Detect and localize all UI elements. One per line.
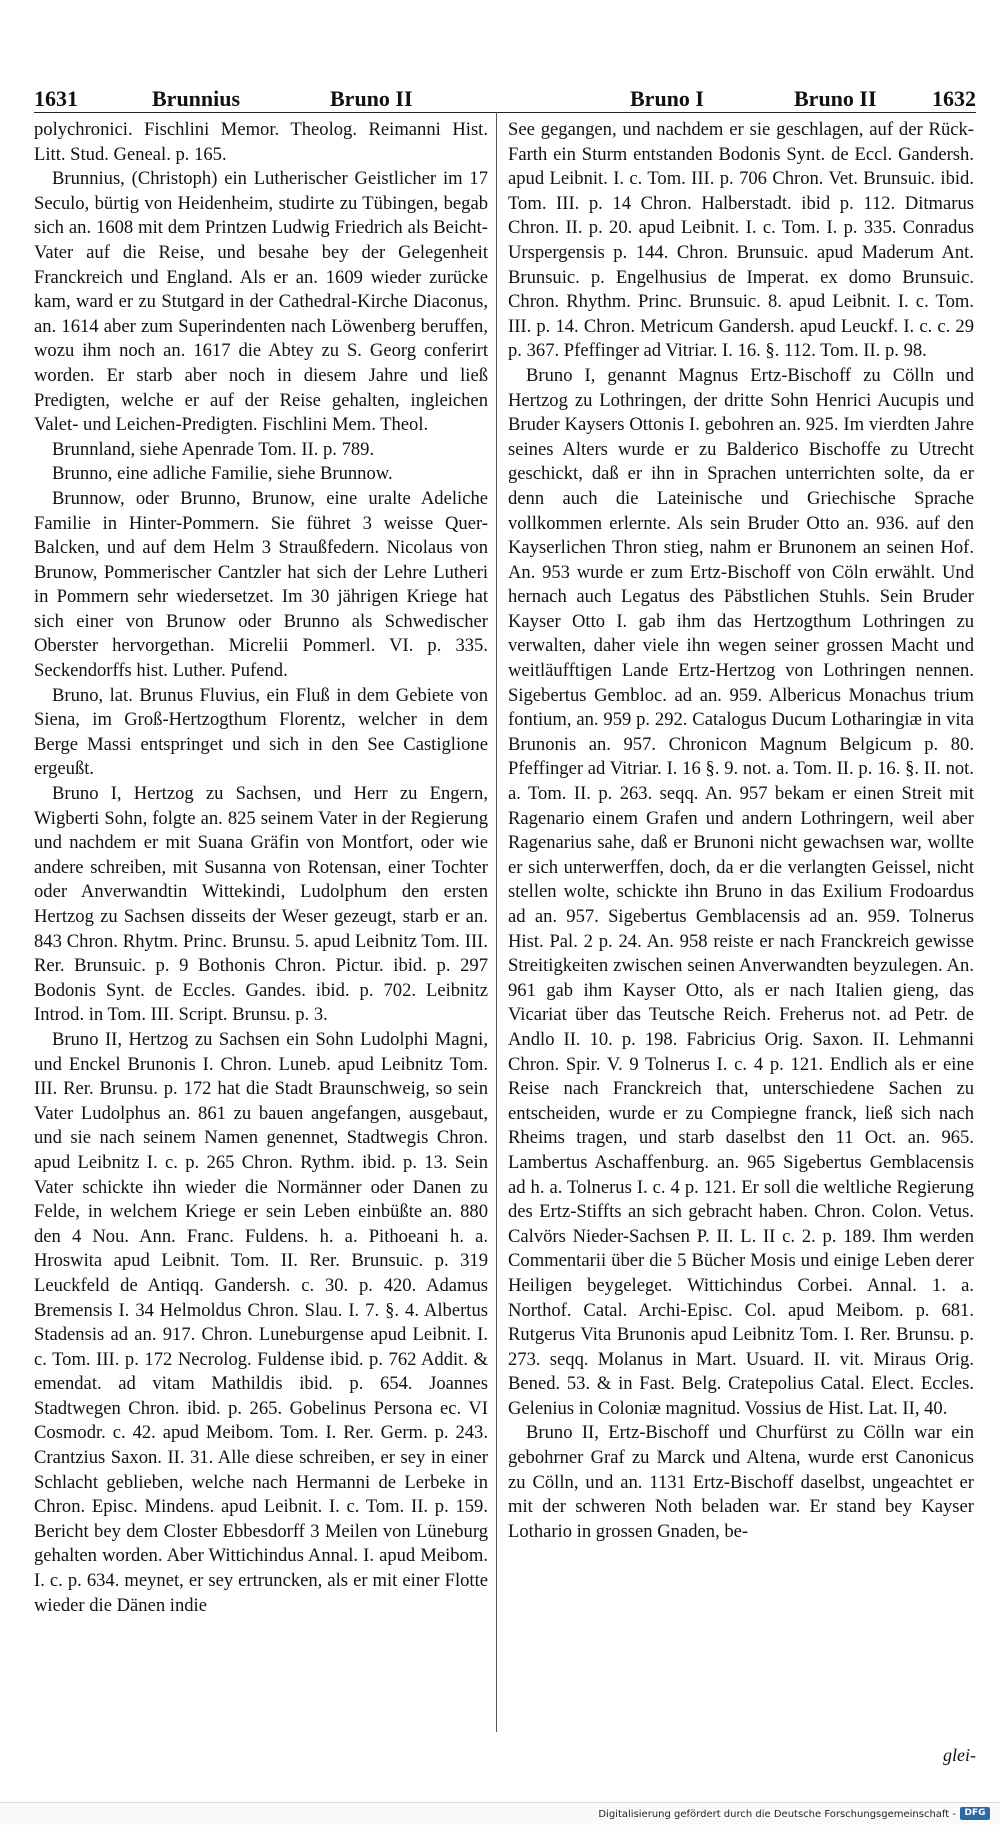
left-page-number: 1631	[34, 86, 78, 111]
entry-bruno-i-duke: Bruno I, Hertzog zu Sachsen, und Herr zu Engern, Wigberti Sohn, folgte an. 825 seinem Vater in der Regierung und nachdem er mit Suana Gräfin von Montfort, oder wie andere schreiben, mit Susanna von Rotensan, einer Tochter oder Anverwandtin Wittekindi, Ludolphum den ersten Hertzog zu Sachsen disseits der Weser gezeugt, starb er an. 843 Chron. Rhytm. Princ. Brunsu. 5. apud Leibnitz Tom. III. Rer. Brunsuic. p. 9 Bothonis Chron. Pictur. ibid. p. 297 Bodonis Synt. de Eccles. Gandes. ibid. p. 702. Leibnitz Introd. in Tom. III. Script. Brunsu. p. 3.	[34, 783, 488, 1026]
header-rule	[34, 112, 976, 113]
left-column	[34, 118, 488, 1718]
entry-bruno-river: Bruno, lat. Brunus Fluvius, ein Fluß in dem Gebiete von Siena, im Groß-Hertzogthum Florentz, welcher in dem Berge Massi entspringet und sich in den See Castiglione ergeußt.	[34, 684, 488, 780]
entry-bruno-ii-duke: Bruno II, Hertzog zu Sachsen ein Sohn Ludolphi Magni, und Enckel Brunonis I. Chron. Luneb. apud Leibnitz Tom. III. Rer. Brunsu. p. 172 hat die Stadt Braunschweig, so sein Vater Ludolphus an. 861 zu bauen angefangen, ausgebaut, und sie nach seinem Namen genennet, Stadtwegis Chron. apud Leibnitz I. c. p. 265 Chron. Rythm. ibid. p. 13. Sein Vater schickte ihn wieder die Normänner oder Danen zu Felde, in welchem Kriege er sein Leben einbüßte an. 880 den 4 Nou. Ann. Franc. Fuldens. h. a. Pithoeani h. a. Hroswita apud Leibnit. Tom. II. Rer. Brunsuic. p. 319 Leuckfeld de Antiqq. Gandersh. c. 30. p. 420. Adamus Bremensis I. 34 Helmoldus Chron. Slau. I. 7. §. 4. Albertus Stadensis ad an. 917. Chron. Luneburgense apud Leibnit. I. c. Tom. III. p. 172 Necrolog. Fuldense ibid. p. 762 Addit. & emendat. ad vitam Mathildis ibid. p. 654. Joannes Stadtwegen Chron. ibid. p. 265. Gobelinus Persona ec. VI Cosmodr. c. 42. apud Meibom. Tom. I. Rer. Germ. p. 243. Crantzius Saxon. II. 31. Alle diese schreiben, er sey in einer Schlacht geblieben, welche nach Hermanni de Lerbeke in Chron. Episc. Mindens. apud Leibnit. I. c. Tom. II. p. 159. Bericht bey dem Closter Ebbesdorff 3 Meilen von Lüneburg gehalten worden. Aber Wittichindus Annal. I. apud Meibom. I. c. p. 634. meynet, er sey ertruncken, als er mit einer Flotte wieder die Dänen indie	[34, 1028, 488, 1616]
left-running-head-1: Brunnius	[152, 86, 241, 111]
entry-bruno-ii-archbishop: Bruno II, Ertz-Bischoff und Churfürst zu Cölln war ein gebohrner Graf zu Marck und Altena, wurde erst Canonicus zu Cölln, und an. 1131 Ertz-Bischoff daselbst, ungeachtet er mit der schweren Noth beladen war. Er stand bey Kayser Lothario in grossen Gnaden, be-	[508, 1422, 974, 1542]
column-divider	[496, 112, 497, 1732]
digitization-footer	[0, 1802, 1000, 1825]
right-running-head-1: Bruno I	[630, 86, 704, 111]
entry-brunnius: Brunnius, (Christoph) ein Lutherischer Geistlicher im 17 Seculo, bürtig von Heidenheim, studirte zu Tübingen, begab sich an. 1608 mit dem Printzen Ludwig Friedrich als Beicht-Vater auf die Reise, und besahe bey der Gelegenheit Franckreich und England. Als er an. 1609 wieder zurücke kam, ward er zu Stutgard in der Cathedral-Kirche Diaconus, an. 1614 aber zum Superindenten nach Löwenberg beruffen, wozu ihm noch an. 1617 die Abtey zu S. Georg conferirt worden. Er starb aber noch in diesem Jahre und ließ Predigten, welche er auf der Reise gehalten, ingleichen Valet- und Leichen-Predigten. Fischlini Mem. Theol.	[34, 168, 488, 436]
entry-brunno: Brunno, eine adliche Familie, siehe Brunnow.	[52, 463, 393, 485]
right-page-number: 1632	[932, 86, 976, 111]
entry-bruno-i-archbishop: Bruno I, genannt Magnus Ertz-Bischoff zu Cölln und Hertzog zu Lothringen, der dritte Sohn Henrici Aucupis und Bruder Kaysers Ottonis I. gebohren an. 925. Im vierdten Jahre seines Alters wurde er zu Balderico Bischoffe zu Utrecht geschickt, daß er ihn in Sprachen unterrichten solte, da er denn auch die Lateinische und Griechische Sprache vollkommen erlernte. Als sein Bruder Otto an. 936. auf den Kayserlichen Thron stieg, nahm er Brunonem an seinen Hof. An. 953 wurde er zum Ertz-Bischoff von Cöln erwählt. Und hernach auch Legatus des Päbstlichen Stuhls. Sein Bruder Kayser Otto I. gab ihm das Hertzogthum Lothringen zu verwalten, daher viele ihn wegen seiner grossen Macht und weitläufftigen Lande Ertz-Hertzog von Lothringen nennen. Sigebertus Gembloc. ad an. 959. Albericus Monachus trium fontium, an. 959 p. 292. Catalogus Ducum Lotharingiæ in vita Brunonis an. 957. Chronicon Magnum Belgicum p. 80. Pfeffinger ad Vitriar. I. 16 §. 9. not. a. Tom. II. p. 16. §. II. not. a. Tom. II. p. 263. seqq. An. 957 bekam er einen Streit mit Ragenario einem Grafen und andern Lothringern, weil aber Ragenarius sahe, daß er Brunoni nicht gewachsen war, wollte er sich unterwerffen, doch, da er die verlangten Geissel, nicht stellen wolte, schickte ihn Bruno in das Exilium Frodoardus ad an. 957. Sigebertus Gemblacensis ad an. 959. Tolnerus Hist. Pal. 2 p. 24. An. 958 reiste er nach Franckreich gewisse Streitigkeiten zwischen seinen Anverwandten beyzulegen. An. 961 gab ihm Kayser Otto, als er nach Italien gieng, das Vicariat über das Teutsche Reich. Freherus not. ad Petr. de Andlo II. 10. p. 198. Fabricius Orig. Saxon. II. Lehmanni Chron. Spir. V. 9 Tolnerus I. c. 4 p. 121. Endlich als er eine Reise nach Franckreich that, unterschiedene Sachen zu entscheiden, wurde er zu Compiegne franck, ließ sich nach Rheims tragen, und starb daselbst den 11 Oct. an. 965. Lambertus Aschaffenburg. an. 965 Sigebertus Gemblacensis ad h. a. Tolnerus I. c. 4 p. 121. Er soll die weltliche Regierung des Ertz-Stiffts an sich gebracht haben. Chron. Colon. Vetus. Calvörs Nieder-Sachsen P. II. L. II c. 2. p. 189. Ihm werden Commentarii über die 5 Bücher Mosis und einige Leben derer Heiligen beygeleget. Wittichindus Corbei. Annal. 1. a. Northof. Catal. Archi-Episc. Col. apud Meibom. p. 681. Rutgerus Vita Brunonis apud Leibnitz Tom. I. Rer. Brunsu. p. 273. seqq. Molanus in Mart. Usuard. II. vit. Miraus Orig. Bened. 53. & in Fast. Belg. Cratepolius Catal. Elect. Eccles. Gelenius in Coloniæ magnitud. Vossius de Hist. Lat. II, 40.	[508, 364, 974, 1419]
footer-credit-text: Digitalisierung gefördert durch die Deutsche Forschungsgemeinschaft -	[598, 1809, 956, 1820]
right-column	[508, 118, 974, 1728]
entry-brunnow: Brunnow, oder Brunno, Brunow, eine uralte Adeliche Familie in Hinter-Pommern. Sie führet 3 weisse Quer-Balcken, und auf dem Helm 3 Straußfedern. Nicolaus von Brunow, Pommerischer Cantzler hat sich der Lehre Lutheri in Pommern sehr wiedersetzet. Im 30 jährigen Kriege hat sich einer von Brunow oder Brunno als Schwedischer Oberster hervorgethan. Micrelii Pommerl. VI. p. 335. Seckendorffs hist. Luther. Pufend.	[34, 487, 488, 682]
page-header	[34, 78, 976, 114]
entry-brunnland: Brunnland, siehe Apenrade Tom. II. p. 789.	[52, 438, 375, 460]
entry-polychronici-continuation: polychronici. Fischlini Memor. Theolog. Reimanni Hist. Litt. Stud. Geneal. p. 165.	[34, 119, 488, 165]
left-running-head-2: Bruno II	[330, 86, 413, 111]
entry-bruno-ii-duke-continuation: See gegangen, und nachdem er sie geschlagen, auf der Rück-Farth ein Sturm entstanden Bodonis Synt. de Eccl. Gandersh. apud Leibnit. I. c. Tom. III. p. 706 Chron. Vet. Brunsuic. ibid. Tom. III. p. 14 Chron. Halberstadt. ibid p. 112. Ditmarus Chron. II. p. 20. apud Leibnit. I. c. Tom. I. p. 335. Conradus Urspergensis p. 144. Chron. Brunsuic. apud Maderum Ant. Brunsuic. p. Engelhusius de Imperat. ex domo Brunsuic. Chron. Rhythm. Princ. Brunsuic. 8. apud Leibnit. I. c. Tom. III. p. 14. Chron. Metricum Gandersh. apud Leuckf. I. c. c. 29 p. 367. Pfeffinger ad Vitriar. I. 16. §. 112. Tom. II. p. 98.	[508, 119, 974, 362]
dfg-logo-icon: DFG	[960, 1807, 990, 1820]
catchword: glei-	[943, 1745, 976, 1765]
right-running-head-2: Bruno II	[794, 86, 877, 111]
